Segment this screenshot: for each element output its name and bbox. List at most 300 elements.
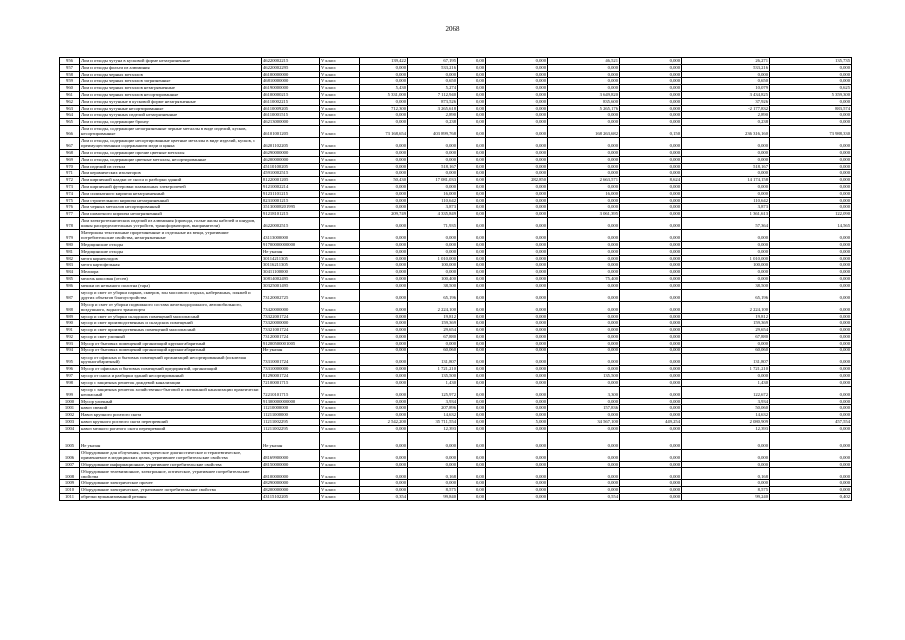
value-6: 0,000	[620, 333, 682, 340]
table-row	[60, 137, 852, 149]
waste-name: Лом кирпичной кладки от сноса и разборки зданий	[80, 177, 262, 184]
row-number: 975	[60, 197, 80, 204]
value-3: 0,00	[458, 112, 486, 119]
value-5: 0,000	[548, 269, 620, 276]
row-number: 1002	[60, 412, 80, 419]
waste-name: Лом и отходы, содержащие цветные металлы, несортированные	[80, 156, 262, 163]
value-8: 0,000	[770, 177, 852, 184]
hazard-class: V класс	[320, 412, 360, 419]
value-1: 0,000	[360, 412, 408, 419]
row-number: 1004	[60, 425, 80, 432]
value-8: 0,000	[770, 248, 852, 255]
value-1: 5 331,000	[360, 91, 408, 98]
waste-code: 46101001205	[262, 125, 320, 137]
value-2: 0,238	[408, 119, 458, 126]
value-7: 3,934	[682, 398, 770, 405]
value-1: 0,000	[360, 289, 408, 301]
value-7: 65,196	[682, 289, 770, 301]
value-2: 8,575	[408, 487, 458, 494]
value-6: 0,000	[620, 58, 682, 65]
waste-name: Лом и отходы, содержащие незагрязненные черные металлы в виде изделий, кусков, несортированные	[80, 125, 262, 137]
waste-name: мусор с защитных решеток дождевой канализации	[80, 379, 262, 386]
value-1: 0,000	[360, 275, 408, 282]
value-7: 0,000	[682, 340, 770, 347]
value-3: 0,00	[458, 340, 486, 347]
row-number: 978	[60, 217, 80, 229]
waste-code: 72210101715	[262, 386, 320, 398]
waste-code: 48169900000	[262, 449, 320, 461]
hazard-class: V класс	[320, 170, 360, 177]
hazard-class: V класс	[320, 419, 360, 426]
value-8: 0,000	[770, 275, 852, 282]
table-row	[60, 379, 852, 386]
hazard-class: V класс	[320, 229, 360, 241]
value-4: 0,000	[486, 282, 548, 289]
value-2: 3,873	[408, 204, 458, 211]
value-7: 57,364	[682, 217, 770, 229]
value-4: 0,000	[486, 313, 548, 320]
waste-name: Медицинские отходы	[80, 248, 262, 255]
value-4: 0,000	[486, 386, 548, 398]
table-row	[60, 412, 852, 419]
value-1: 0,000	[360, 379, 408, 386]
waste-name: Лом черных металлов несортированный	[80, 204, 262, 211]
value-6: 0,000	[620, 275, 682, 282]
value-3: 0,00	[458, 190, 486, 197]
waste-code: 46110001515	[262, 112, 320, 119]
value-7: 159,369	[682, 320, 770, 327]
value-6: 0,000	[620, 190, 682, 197]
waste-code: 91300000000000	[262, 398, 320, 405]
value-2: 0,000	[408, 461, 458, 468]
value-6: 0,000	[620, 494, 682, 501]
row-number: 963	[60, 105, 80, 112]
waste-name: Лом керамических изоляторов	[80, 170, 262, 177]
row-number: 1010	[60, 487, 80, 494]
value-3: 0,00	[458, 125, 486, 137]
hazard-class: V класс	[320, 58, 360, 65]
value-2: 29,654	[408, 327, 458, 334]
value-8: 0,000	[770, 229, 852, 241]
value-8: 0,000	[770, 347, 852, 354]
value-6: 0,000	[620, 211, 682, 218]
table-row	[60, 112, 852, 119]
value-6: 0,000	[620, 85, 682, 92]
value-1: 139,422	[360, 58, 408, 65]
row-number: 985	[60, 275, 80, 282]
value-2: 533,216	[408, 64, 458, 71]
value-1: 0,000	[360, 340, 408, 347]
waste-name: Лом и отходы чугунные в кусковой форме незагрязненные	[80, 98, 262, 105]
value-8: 0,000	[770, 327, 852, 334]
table-row	[60, 105, 852, 112]
value-8: 0,000	[770, 366, 852, 373]
waste-name: мезга корнеплодов	[80, 255, 262, 262]
value-4: 0,000	[486, 229, 548, 241]
value-3: 0,00	[458, 248, 486, 255]
value-2: 2,890	[408, 112, 458, 119]
value-1: 0,000	[360, 170, 408, 177]
value-6: 0,000	[620, 301, 682, 313]
value-3: 0,00	[458, 119, 486, 126]
value-2: 35 711,554	[408, 419, 458, 426]
value-4: 0,000	[486, 480, 548, 487]
waste-code: 30116211305	[262, 262, 320, 269]
waste-name: Лом и отходы, содержащие бронзу	[80, 119, 262, 126]
value-8: 0,000	[770, 255, 852, 262]
waste-name: Мусор от бытовых помещений организаций крупногабаритный	[80, 347, 262, 354]
value-2: 4 335,849	[408, 211, 458, 218]
value-6: 0,000	[620, 487, 682, 494]
value-2: 0,000	[408, 449, 458, 461]
hazard-class: V класс	[320, 204, 360, 211]
value-6: 0,150	[620, 125, 682, 137]
row-number: 987	[60, 289, 80, 301]
waste-code: 81290001724	[262, 373, 320, 380]
hazard-class: V класс	[320, 494, 360, 501]
value-5: 16,000	[548, 190, 620, 197]
value-2: 1 010,000	[408, 255, 458, 262]
value-7: 0,000	[682, 248, 770, 255]
value-7: 99,240	[682, 494, 770, 501]
value-7: 0,000	[682, 480, 770, 487]
value-4: 0,000	[486, 379, 548, 386]
value-7: 236 316,160	[682, 125, 770, 137]
value-6: 449,254	[620, 419, 682, 426]
hazard-class: V класс	[320, 217, 360, 229]
value-1: 73 168,654	[360, 125, 408, 137]
value-2: 100,400	[408, 275, 458, 282]
waste-code: 81220001205	[262, 177, 320, 184]
row-number: 1011	[60, 494, 80, 501]
value-5: 0,000	[548, 398, 620, 405]
value-5: 157,836	[548, 405, 620, 412]
value-4: 0,000	[486, 354, 548, 366]
value-7: 0,000	[682, 183, 770, 190]
value-6: 0,000	[620, 327, 682, 334]
value-2: 16,000	[408, 190, 458, 197]
value-8: 0,000	[770, 64, 852, 71]
value-7: 0,000	[682, 71, 770, 78]
table-row	[60, 170, 852, 177]
value-4: 0,000	[486, 71, 548, 78]
value-6: 0,000	[620, 425, 682, 432]
value-7: 2 224,100	[682, 301, 770, 313]
value-1: 0,000	[360, 487, 408, 494]
value-8: 0,000	[770, 354, 852, 366]
value-3: 0,00	[458, 78, 486, 85]
value-6: 0,000	[620, 340, 682, 347]
value-1: 0,000	[360, 137, 408, 149]
waste-code: 73310001724	[262, 354, 320, 366]
value-3: 0,00	[458, 366, 486, 373]
table-row	[60, 432, 852, 449]
value-4: 0,000	[486, 170, 548, 177]
value-7: 100,000	[682, 262, 770, 269]
waste-code: 48100000000	[262, 468, 320, 480]
value-3: 0,00	[458, 386, 486, 398]
waste-report-table	[59, 57, 852, 501]
hazard-class: V класс	[320, 461, 360, 468]
value-5: 0,000	[548, 156, 620, 163]
table-row	[60, 64, 852, 71]
waste-code: 11211002295	[262, 425, 320, 432]
table-row	[60, 78, 852, 85]
value-7: 29,654	[682, 327, 770, 334]
row-number: 993	[60, 340, 80, 347]
value-2: 14,632	[408, 412, 458, 419]
row-number: 976	[60, 204, 80, 211]
value-3: 0,00	[458, 71, 486, 78]
value-8: 0,000	[770, 405, 852, 412]
value-8: 14,565	[770, 217, 852, 229]
row-number: 988	[60, 301, 80, 313]
value-4: 0,000	[486, 137, 548, 149]
value-2: 3,934	[408, 398, 458, 405]
value-7: 26,271	[682, 58, 770, 65]
value-8: 0,000	[770, 386, 852, 398]
value-3: 0,00	[458, 320, 486, 327]
value-2: 12,393	[408, 425, 458, 432]
value-8: 0,000	[770, 241, 852, 248]
value-2: 0,000	[408, 269, 458, 276]
value-8: 0,000	[770, 78, 852, 85]
table-row	[60, 197, 852, 204]
value-2: 110,642	[408, 197, 458, 204]
table-row	[60, 85, 852, 92]
value-8: 0,000	[770, 149, 852, 156]
waste-code: 73320000000	[262, 320, 320, 327]
row-number: 981	[60, 248, 80, 255]
value-5: 0,000	[548, 313, 620, 320]
value-8: 0,000	[770, 425, 852, 432]
page-number: 2068	[445, 25, 460, 33]
value-7: 3 434,825	[682, 91, 770, 98]
row-number: 965	[60, 119, 80, 126]
waste-code: 73310000000	[262, 366, 320, 373]
value-4: 0,000	[486, 248, 548, 255]
waste-code: 46110002215	[262, 98, 320, 105]
value-6: 0,000	[620, 119, 682, 126]
value-5: 135,500	[548, 373, 620, 380]
value-8: 0,000	[770, 269, 852, 276]
value-6: 0,000	[620, 78, 682, 85]
value-6: 0,000	[620, 262, 682, 269]
value-7: 0,000	[682, 156, 770, 163]
table-row	[60, 190, 852, 197]
waste-name: мусор и смет уличный	[80, 333, 262, 340]
value-4: 0,000	[486, 301, 548, 313]
waste-name: Оборудование телевизионное, электронное, оптическое, утратившее потребительские свойства	[80, 468, 262, 480]
value-5: 3 061,395	[548, 211, 620, 218]
waste-name: мешки из нетканого полотна (тара)	[80, 282, 262, 289]
row-number: 973	[60, 183, 80, 190]
value-3: 0,00	[458, 373, 486, 380]
value-2: 207,896	[408, 405, 458, 412]
value-3: 0,00	[458, 262, 486, 269]
value-4: 0,000	[486, 269, 548, 276]
hazard-class: V класс	[320, 386, 360, 398]
value-3: 0,00	[458, 217, 486, 229]
value-1: 0,000	[360, 480, 408, 487]
value-5: 0,000	[548, 412, 620, 419]
value-1: 0,000	[360, 398, 408, 405]
value-2: 518,167	[408, 163, 458, 170]
value-4: 0,000	[486, 217, 548, 229]
waste-name: Лом и отходы черных металлов незагрязненные	[80, 85, 262, 92]
value-5: 0,000	[548, 217, 620, 229]
table-row	[60, 248, 852, 255]
value-8: 457,554	[770, 419, 852, 426]
value-5: 0,000	[548, 137, 620, 149]
value-5: 0,000	[548, 78, 620, 85]
waste-name: Лом строительного кирпича незагрязненный	[80, 197, 262, 204]
value-6: 0,000	[620, 91, 682, 98]
hazard-class: V класс	[320, 64, 360, 71]
hazard-class: V класс	[320, 119, 360, 126]
value-4: 0,000	[486, 366, 548, 373]
value-5: 0,000	[548, 289, 620, 301]
value-1: 0,000	[360, 119, 408, 126]
value-2: 60,060	[408, 347, 458, 354]
value-6: 0,000	[620, 379, 682, 386]
value-2: 131,807	[408, 354, 458, 366]
row-number: 983	[60, 262, 80, 269]
hazard-class: V класс	[320, 379, 360, 386]
waste-code: 73120001724	[262, 333, 320, 340]
hazard-class: V класс	[320, 333, 360, 340]
value-5: 0,000	[548, 301, 620, 313]
value-8: 0,000	[770, 170, 852, 177]
value-4: 0,000	[486, 262, 548, 269]
value-5: 0,000	[548, 468, 620, 480]
value-1: 0,000	[360, 461, 408, 468]
waste-code: 30114211305	[262, 255, 320, 262]
row-number: 1005	[60, 432, 80, 449]
hazard-class: V класс	[320, 449, 360, 461]
value-6: 0,000	[620, 248, 682, 255]
value-4: 0,000	[486, 91, 548, 98]
waste-code: 48200000000	[262, 487, 320, 494]
waste-code: 30814002495	[262, 275, 320, 282]
value-6: 0,000	[620, 432, 682, 449]
value-5: 835,600	[548, 98, 620, 105]
hazard-class: V класс	[320, 156, 360, 163]
waste-code: 91210002214	[262, 183, 320, 190]
waste-code: 91218101215	[262, 211, 320, 218]
table-row	[60, 229, 852, 241]
value-1: 0,000	[360, 425, 408, 432]
waste-name: мусор и смет производственных и складских помещений	[80, 320, 262, 327]
hazard-class: V класс	[320, 112, 360, 119]
value-2: 65,196	[408, 289, 458, 301]
value-6: 0,000	[620, 282, 682, 289]
table-row	[60, 98, 852, 105]
value-2: 5,274	[408, 85, 458, 92]
value-5: 0,000	[548, 354, 620, 366]
value-3: 0,00	[458, 449, 486, 461]
waste-code: 11210000000	[262, 405, 320, 412]
value-6: 0,000	[620, 156, 682, 163]
hazard-class: V класс	[320, 313, 360, 320]
row-number: 958	[60, 71, 80, 78]
value-1: 50,430	[360, 177, 408, 184]
value-4: 0,000	[486, 432, 548, 449]
value-1: 0,354	[360, 494, 408, 501]
hazard-class: V класс	[320, 248, 360, 255]
value-4: 0,000	[486, 347, 548, 354]
value-3: 0,00	[458, 432, 486, 449]
waste-code: 91231101215	[262, 190, 320, 197]
value-1: 0,000	[360, 149, 408, 156]
row-number: 959	[60, 78, 80, 85]
table-row	[60, 327, 852, 334]
value-7: 19,812	[682, 313, 770, 320]
value-5: 2 663,571	[548, 177, 620, 184]
report-body	[60, 58, 852, 501]
value-7: 518,167	[682, 163, 770, 170]
hazard-class: V класс	[320, 432, 360, 449]
value-6: 0,000	[620, 183, 682, 190]
hazard-class: V класс	[320, 211, 360, 218]
value-6: 0,000	[620, 405, 682, 412]
waste-name: мусор и смет производственных помещений малоопасный	[80, 327, 262, 334]
value-8: 122,090	[770, 211, 852, 218]
value-4: 0,000	[486, 333, 548, 340]
waste-code: 46220002295	[262, 64, 320, 71]
value-8: 0,000	[770, 190, 852, 197]
value-4: 0,000	[486, 64, 548, 71]
value-6: 0,000	[620, 170, 682, 177]
waste-code: 46200000000	[262, 156, 320, 163]
waste-name: Лом шамотного кирпича незагрязненный	[80, 211, 262, 218]
waste-name: мезга картофельная	[80, 262, 262, 269]
waste-code: 45110100205	[262, 163, 320, 170]
value-4: 0,000	[486, 125, 548, 137]
value-3: 0,00	[458, 211, 486, 218]
value-8: 0,402	[770, 494, 852, 501]
value-5: 0,000	[548, 112, 620, 119]
value-2: 873,526	[408, 98, 458, 105]
waste-code: 30325001495	[262, 282, 320, 289]
value-5: 0,000	[548, 85, 620, 92]
table-row	[60, 425, 852, 432]
waste-name: Мусор уличный	[80, 398, 262, 405]
waste-code: 11211002295	[262, 419, 320, 426]
value-1: 0,000	[360, 241, 408, 248]
value-7: 14,632	[682, 412, 770, 419]
value-1: 0,000	[360, 327, 408, 334]
value-1: 0,000	[360, 449, 408, 461]
value-3: 0,00	[458, 204, 486, 211]
row-number: 1007	[60, 461, 80, 468]
value-8: 0,000	[770, 449, 852, 461]
value-8: 0,000	[770, 98, 852, 105]
value-5: 0,000	[548, 480, 620, 487]
waste-code: 46100000215	[262, 91, 320, 98]
value-8: 0,000	[770, 340, 852, 347]
value-4: 0,000	[486, 211, 548, 218]
table-row	[60, 125, 852, 137]
hazard-class: V класс	[320, 282, 360, 289]
value-6: 0,000	[620, 386, 682, 398]
value-7: 1 010,000	[682, 255, 770, 262]
hazard-class: V класс	[320, 468, 360, 480]
value-2: 99,840	[408, 494, 458, 501]
value-1: 0,000	[360, 204, 408, 211]
value-8: 0,000	[770, 432, 852, 449]
value-5: 0,000	[548, 379, 620, 386]
